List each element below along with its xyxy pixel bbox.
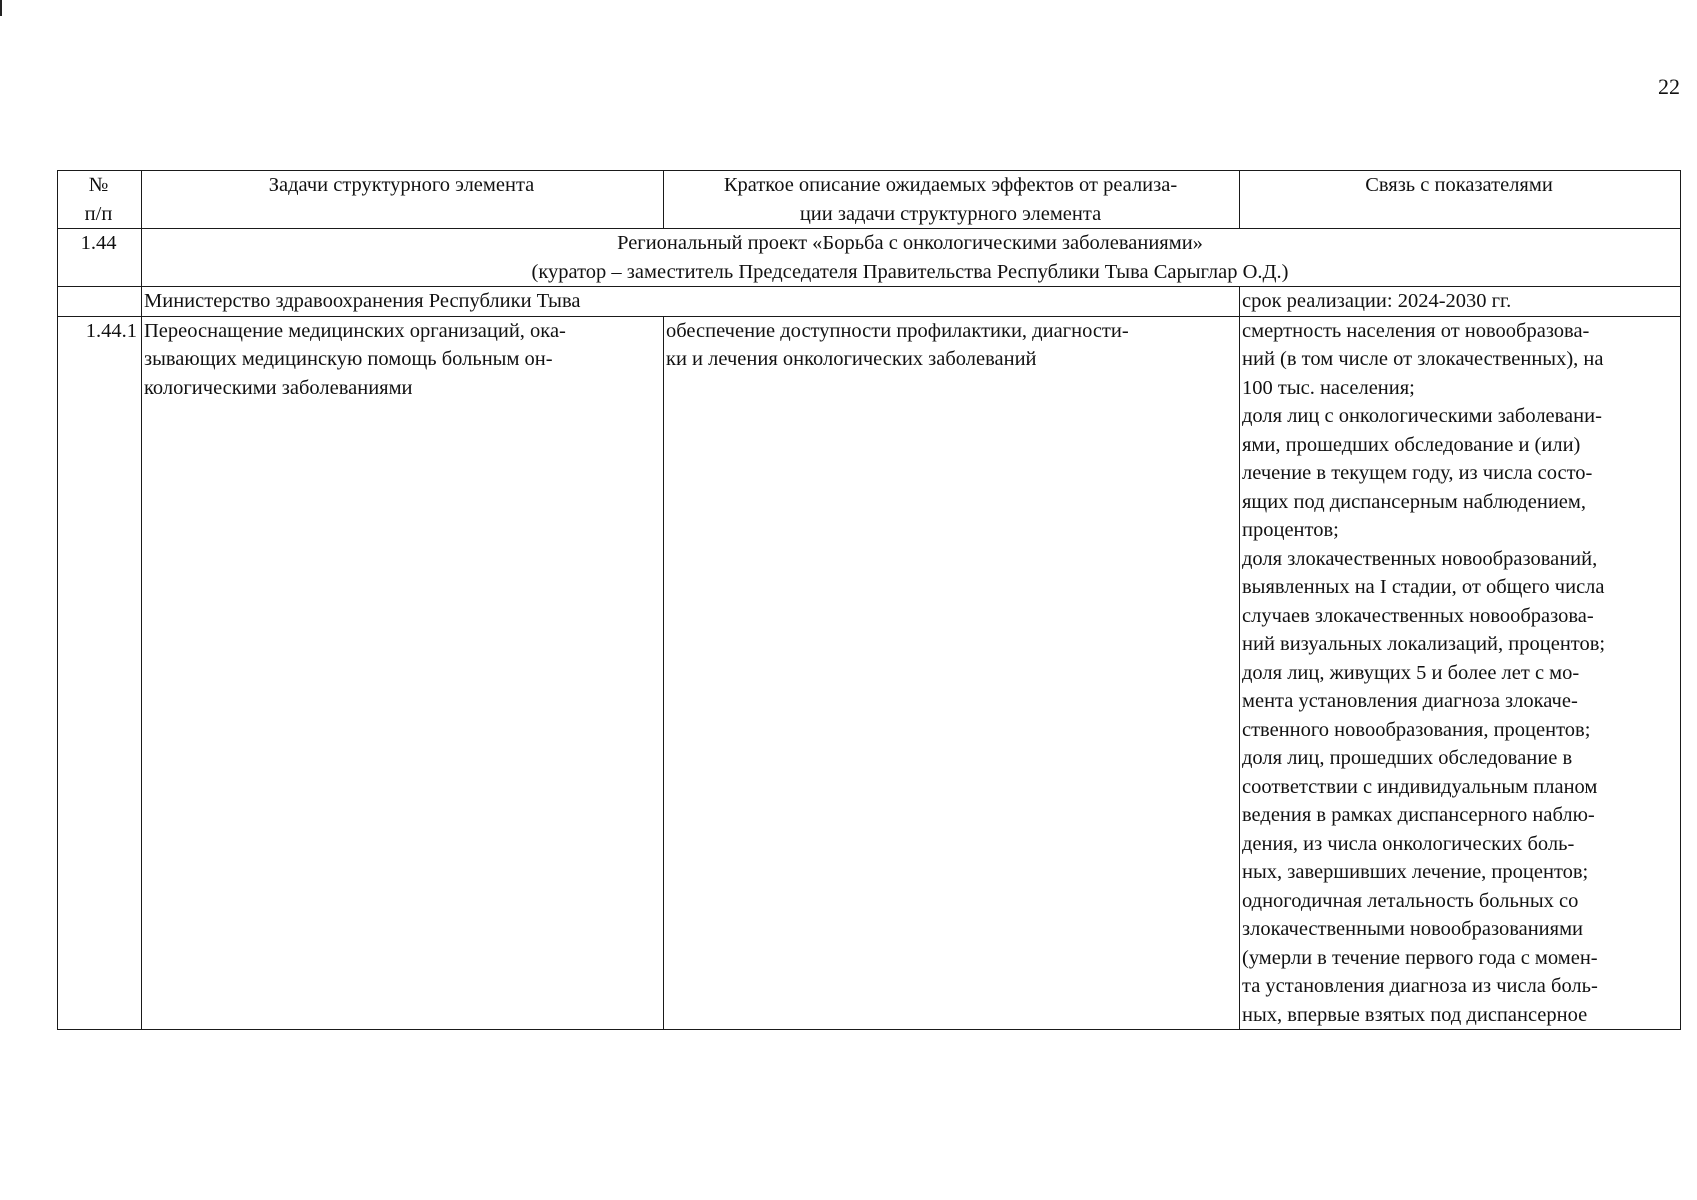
scan-mark bbox=[0, 0, 2, 16]
row-indicators: смертность населения от новообразова- ний (в том числе от злокачественных), на 100 тыс. населения; доля лиц с онкологическими заболевани- ями, прошедших обследование и (или) лечение в текущем году, из числа состо- ящих под диспансерным наблюдением, процентов; доля злокачественных новообразований, выявленных на I стадии, от общего числа случаев злокачественных новообразова- ний визуальных локализаций, процентов; доля лиц, живущих 5 и более лет с мо- мента установления диагноза злокаче- ственного новообразования, процентов; доля лиц, прошедших обследование в соответствии с индивидуальным планом ведения в рамках диспансерного наблю- дения, из числа онкологических боль- ных, завершивших лечение, процентов; одногодичная летальность больных со злокачественными новообразованиями (умерли в течение первого года с момен- та установления диагноза из числа боль- ных, впервые взятых под диспансерное bbox=[1240, 316, 1681, 1030]
header-num: № п/п bbox=[58, 171, 142, 229]
responsible-num-empty bbox=[58, 287, 142, 317]
responsible-ministry: Министерство здравоохранения Республики Тыва bbox=[142, 287, 1240, 317]
table-header-row bbox=[58, 171, 1681, 229]
header-indicators: Связь с показателями bbox=[1240, 171, 1681, 229]
row-task: Переоснащение медицинских организаций, ока- зывающих медицинскую помощь больным он- кологическими заболеваниями bbox=[142, 316, 664, 1030]
responsible-row bbox=[58, 287, 1681, 317]
row-num: 1.44.1 bbox=[58, 316, 142, 1030]
row-effect: обеспечение доступности профилактики, диагности- ки и лечения онкологических заболеваний bbox=[664, 316, 1240, 1030]
project-row bbox=[58, 229, 1681, 287]
program-table bbox=[57, 170, 1681, 1030]
implementation-term: срок реализации: 2024-2030 гг. bbox=[1240, 287, 1681, 317]
table-row bbox=[58, 316, 1681, 1030]
page-number: 22 bbox=[1658, 74, 1680, 99]
header-tasks: Задачи структурного элемента bbox=[142, 171, 664, 229]
project-title: Региональный проект «Борьба с онкологическими заболеваниями» (куратор – заместитель Председателя Правительства Республики Тыва Сарыглар О.Д.) bbox=[142, 229, 1681, 287]
header-effects: Краткое описание ожидаемых эффектов от реализа- ции задачи структурного элемента bbox=[664, 171, 1240, 229]
project-num: 1.44 bbox=[58, 229, 142, 287]
